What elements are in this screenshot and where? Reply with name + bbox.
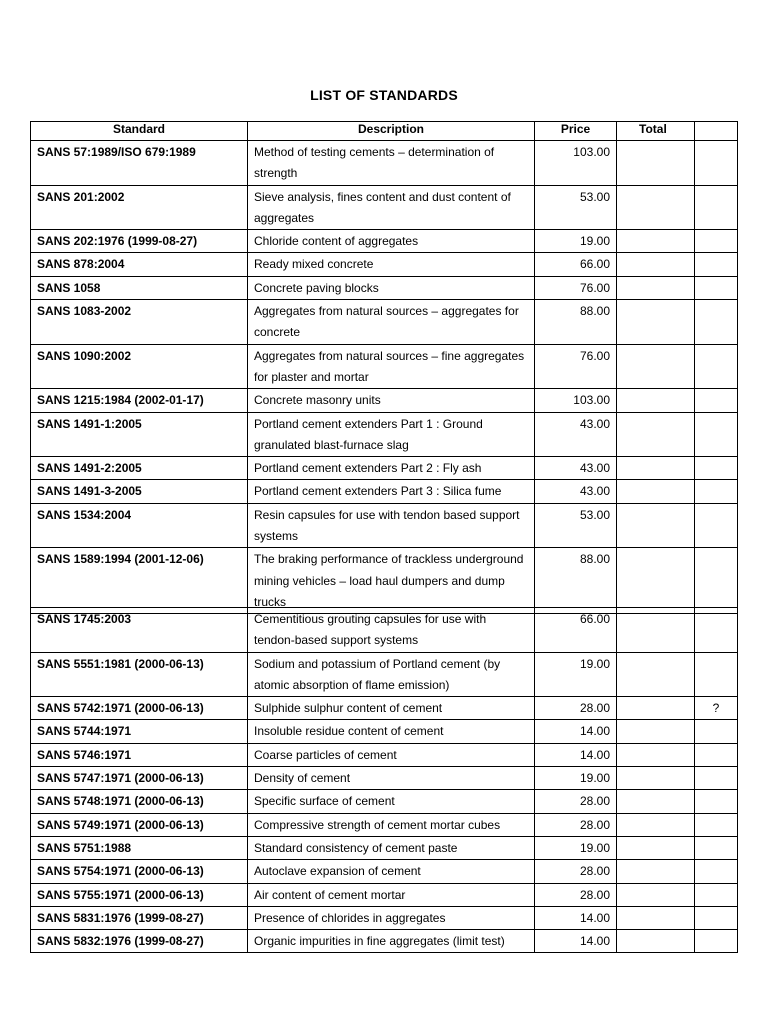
price-cell: 53.00	[535, 503, 617, 548]
flag-cell	[695, 767, 738, 790]
description-cell: Autoclave expansion of cement	[248, 860, 535, 883]
total-cell	[617, 480, 695, 503]
table-row	[31, 548, 738, 614]
total-cell	[617, 344, 695, 389]
table-row	[31, 836, 738, 859]
standard-cell: SANS 5832:1976 (1999-08-27)	[31, 930, 248, 953]
price-cell: 28.00	[535, 813, 617, 836]
table-row	[31, 480, 738, 503]
total-cell	[617, 652, 695, 697]
flag-cell	[695, 480, 738, 503]
price-cell: 43.00	[535, 457, 617, 480]
flag-cell	[695, 412, 738, 457]
flag-cell: ?	[695, 697, 738, 720]
description-cell: Aggregates from natural sources – fine aggregates for plaster and mortar	[248, 344, 535, 389]
total-cell	[617, 860, 695, 883]
description-cell: Standard consistency of cement paste	[248, 836, 535, 859]
header-blank	[695, 122, 738, 141]
price-cell: 103.00	[535, 389, 617, 412]
total-cell	[617, 720, 695, 743]
table-row	[31, 141, 738, 186]
total-cell	[617, 457, 695, 480]
standard-cell: SANS 201:2002	[31, 185, 248, 230]
standard-cell: SANS 1491-3-2005	[31, 480, 248, 503]
standard-cell: SANS 5748:1971 (2000-06-13)	[31, 790, 248, 813]
price-cell: 43.00	[535, 480, 617, 503]
table-row	[31, 412, 738, 457]
total-cell	[617, 253, 695, 276]
standard-cell: SANS 1491-2:2005	[31, 457, 248, 480]
header-price: Price	[535, 122, 617, 141]
total-cell	[617, 300, 695, 345]
flag-cell	[695, 720, 738, 743]
description-cell: Specific surface of cement	[248, 790, 535, 813]
description-cell: Portland cement extenders Part 2 : Fly ash	[248, 457, 535, 480]
standard-cell: SANS 57:1989/ISO 679:1989	[31, 141, 248, 186]
description-cell: Sulphide sulphur content of cement	[248, 697, 535, 720]
price-cell: 14.00	[535, 743, 617, 766]
table-row	[31, 185, 738, 230]
flag-cell	[695, 743, 738, 766]
header-total: Total	[617, 122, 695, 141]
description-cell: Method of testing cements – determination of strength	[248, 141, 535, 186]
description-cell: Ready mixed concrete	[248, 253, 535, 276]
total-cell	[617, 697, 695, 720]
standard-cell: SANS 5751:1988	[31, 836, 248, 859]
standard-cell: SANS 1083-2002	[31, 300, 248, 345]
table-row	[31, 457, 738, 480]
description-cell: Aggregates from natural sources – aggregates for concrete	[248, 300, 535, 345]
total-cell	[617, 276, 695, 299]
standard-cell: SANS 5746:1971	[31, 743, 248, 766]
price-cell: 14.00	[535, 720, 617, 743]
flag-cell	[695, 813, 738, 836]
table-row	[31, 697, 738, 720]
description-cell: Air content of cement mortar	[248, 883, 535, 906]
total-cell	[617, 608, 695, 653]
table-row	[31, 813, 738, 836]
price-cell: 28.00	[535, 790, 617, 813]
description-cell: Density of cement	[248, 767, 535, 790]
flag-cell	[695, 860, 738, 883]
flag-cell	[695, 344, 738, 389]
price-cell: 88.00	[535, 300, 617, 345]
total-cell	[617, 883, 695, 906]
table-row	[31, 253, 738, 276]
description-cell: Insoluble residue content of cement	[248, 720, 535, 743]
standard-cell: SANS 5744:1971	[31, 720, 248, 743]
price-cell: 28.00	[535, 883, 617, 906]
table-row	[31, 720, 738, 743]
standard-cell: SANS 1534:2004	[31, 503, 248, 548]
standard-cell: SANS 5742:1971 (2000-06-13)	[31, 697, 248, 720]
description-cell: Chloride content of aggregates	[248, 230, 535, 253]
total-cell	[617, 767, 695, 790]
standard-cell: SANS 5747:1971 (2000-06-13)	[31, 767, 248, 790]
description-cell: The braking performance of trackless underground mining vehicles – load haul dumpers and dump trucks	[248, 548, 535, 614]
description-cell: Resin capsules for use with tendon based support systems	[248, 503, 535, 548]
price-cell: 76.00	[535, 276, 617, 299]
standard-cell: SANS 5831:1976 (1999-08-27)	[31, 906, 248, 929]
description-cell: Portland cement extenders Part 1 : Ground granulated blast-furnace slag	[248, 412, 535, 457]
total-cell	[617, 930, 695, 953]
total-cell	[617, 906, 695, 929]
standard-cell: SANS 1491-1:2005	[31, 412, 248, 457]
description-cell: Organic impurities in fine aggregates (limit test)	[248, 930, 535, 953]
price-cell: 19.00	[535, 230, 617, 253]
standard-cell: SANS 1745:2003	[31, 608, 248, 653]
standards-table-1	[30, 121, 738, 614]
table-row	[31, 930, 738, 953]
price-cell: 14.00	[535, 930, 617, 953]
total-cell	[617, 548, 695, 614]
total-cell	[617, 141, 695, 186]
description-cell: Concrete paving blocks	[248, 276, 535, 299]
table-2-body	[31, 608, 738, 953]
flag-cell	[695, 230, 738, 253]
total-cell	[617, 230, 695, 253]
standard-cell: SANS 5754:1971 (2000-06-13)	[31, 860, 248, 883]
description-cell: Sieve analysis, fines content and dust content of aggregates	[248, 185, 535, 230]
table-row	[31, 503, 738, 548]
total-cell	[617, 412, 695, 457]
standard-cell: SANS 5749:1971 (2000-06-13)	[31, 813, 248, 836]
flag-cell	[695, 457, 738, 480]
total-cell	[617, 813, 695, 836]
table-row	[31, 344, 738, 389]
standard-cell: SANS 1589:1994 (2001-12-06)	[31, 548, 248, 614]
table-row	[31, 906, 738, 929]
table-row	[31, 767, 738, 790]
price-cell: 28.00	[535, 860, 617, 883]
flag-cell	[695, 906, 738, 929]
table-row	[31, 743, 738, 766]
description-cell: Sodium and potassium of Portland cement (by atomic absorption of flame emission)	[248, 652, 535, 697]
price-cell: 19.00	[535, 652, 617, 697]
flag-cell	[695, 185, 738, 230]
standard-cell: SANS 878:2004	[31, 253, 248, 276]
standard-cell: SANS 1090:2002	[31, 344, 248, 389]
price-cell: 19.00	[535, 836, 617, 859]
table-1-body	[31, 141, 738, 614]
flag-cell	[695, 276, 738, 299]
standard-cell: SANS 1058	[31, 276, 248, 299]
flag-cell	[695, 141, 738, 186]
price-cell: 66.00	[535, 253, 617, 276]
flag-cell	[695, 836, 738, 859]
price-cell: 76.00	[535, 344, 617, 389]
table-row	[31, 790, 738, 813]
price-cell: 28.00	[535, 697, 617, 720]
flag-cell	[695, 790, 738, 813]
total-cell	[617, 790, 695, 813]
table-row	[31, 389, 738, 412]
standards-table-2	[30, 607, 738, 953]
total-cell	[617, 503, 695, 548]
total-cell	[617, 389, 695, 412]
flag-cell	[695, 883, 738, 906]
total-cell	[617, 185, 695, 230]
table-row	[31, 883, 738, 906]
price-cell: 43.00	[535, 412, 617, 457]
price-cell: 14.00	[535, 906, 617, 929]
standard-cell: SANS 202:1976 (1999-08-27)	[31, 230, 248, 253]
price-cell: 66.00	[535, 608, 617, 653]
flag-cell	[695, 300, 738, 345]
flag-cell	[695, 652, 738, 697]
price-cell: 88.00	[535, 548, 617, 614]
price-cell: 19.00	[535, 767, 617, 790]
flag-cell	[695, 930, 738, 953]
total-cell	[617, 743, 695, 766]
flag-cell	[695, 608, 738, 653]
header-standard: Standard	[31, 122, 248, 141]
flag-cell	[695, 503, 738, 548]
standard-cell: SANS 1215:1984 (2002-01-17)	[31, 389, 248, 412]
table-row	[31, 300, 738, 345]
price-cell: 103.00	[535, 141, 617, 186]
header-description: Description	[248, 122, 535, 141]
price-cell: 53.00	[535, 185, 617, 230]
table-row	[31, 860, 738, 883]
description-cell: Concrete masonry units	[248, 389, 535, 412]
standard-cell: SANS 5551:1981 (2000-06-13)	[31, 652, 248, 697]
description-cell: Cementitious grouting capsules for use with tendon-based support systems	[248, 608, 535, 653]
table-row	[31, 652, 738, 697]
description-cell: Presence of chlorides in aggregates	[248, 906, 535, 929]
flag-cell	[695, 389, 738, 412]
table-row	[31, 608, 738, 653]
description-cell: Portland cement extenders Part 3 : Silica fume	[248, 480, 535, 503]
standard-cell: SANS 5755:1971 (2000-06-13)	[31, 883, 248, 906]
header-row	[31, 122, 738, 141]
description-cell: Coarse particles of cement	[248, 743, 535, 766]
page-title: LIST OF STANDARDS	[310, 87, 458, 103]
flag-cell	[695, 548, 738, 614]
total-cell	[617, 836, 695, 859]
table-row	[31, 276, 738, 299]
flag-cell	[695, 253, 738, 276]
table-row	[31, 230, 738, 253]
description-cell: Compressive strength of cement mortar cubes	[248, 813, 535, 836]
